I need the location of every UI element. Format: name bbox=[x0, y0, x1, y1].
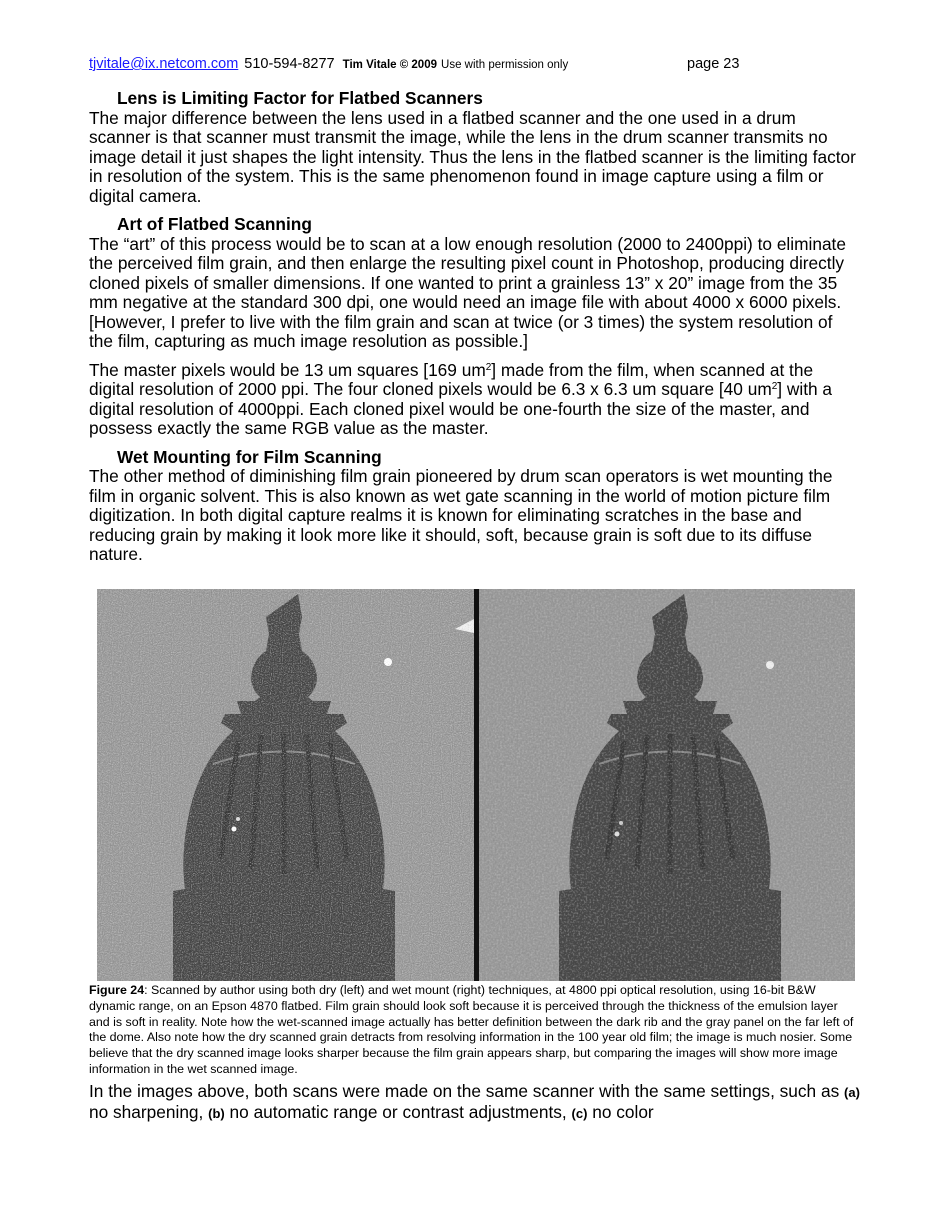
paragraph: The other method of diminishing film grain pioneered by drum scan operators is wet mounting the film in organic solvent. This is also known as wet gate scanning in the world of motion picture film digitization. In both digital capture realms it is known for eliminating scratches in the base and reducing grain by making it look more like it should, soft, because grain is soft due to its diffuse nature. bbox=[89, 466, 833, 564]
permission-note: Use with permission only bbox=[441, 59, 569, 71]
paragraph: The “art” of this process would be to scan at a low enough resolution (2000 to 2400ppi) to eliminate the perceived film grain, and then enlarge the resulting pixel count in Photoshop, producing directly cloned pixels of smaller dimensions. If one wanted to print a grainless 13” x 20” image from the 35 mm negative at the standard 300 dpi, one would need an image file with about 4000 x 6000 pixels. [However, I prefer to live with the film grain and scan at twice (or 3 times) the system resolution of the film, capturing as much image resolution as possible.] bbox=[89, 233, 846, 351]
paragraph: The major difference between the lens used in a flatbed scanner and the one used in a drum scanner is that scanner must transmit the image, while the lens in the drum scanner transmits no image detail it just shapes the light intensity. Thus the lens in the flatbed scanner is the limiting factor in resolution of the system. This is the same phenomenon found in image capture using a film or digital camera. bbox=[89, 107, 856, 206]
figure-caption bbox=[89, 983, 861, 1078]
caption-text: : Scanned by author using both dry (left) and wet mount (right) techniques, at 4800 ppi optical resolution, using 16-bit B&W dynamic range, on an Epson 4870 flatbed. Film grain should look soft because it is perceived through the thickness of the emulsion layer and is soft in reality. Note how the wet-scanned image actually has better definition between the dark rib and the gray panel on the far left of the dome. Also note how the dry scanned grain detracts from resolving information in the 100 year old film; the image is much nosier. Some believe that the dry scanned image looks sharper because the film grain appears sharp, but comparing the images will show more image information in the wet scanned image. bbox=[89, 983, 854, 1076]
body-text bbox=[89, 89, 861, 565]
email-link[interactable]: tjvitale@ix.netcom.com bbox=[89, 56, 239, 72]
figure-label: Figure 24 bbox=[89, 983, 145, 997]
page-number: page 23 bbox=[687, 56, 740, 72]
section-heading: Art of Flatbed Scanning bbox=[117, 214, 312, 234]
closing-paragraph: In the images above, both scans were made on the same scanner with the same settings, such as (a) no sharpening, (b) no automatic range or contrast adjustments, (c) no color bbox=[89, 1081, 860, 1122]
page-header bbox=[89, 56, 740, 72]
copyright: Tim Vitale © 2009 bbox=[342, 59, 437, 71]
paragraph-master-pixels: The master pixels would be 13 um squares [169 $um^2$] made from the film, when scanned at the digital resolution of 2000 ppi. The four cloned pixels would be 6.3 x 6.3 um square [40 $um^2$] with a digital resolution of 4000ppi. Each cloned pixel would be one-fourth the size of the master, and possess exactly the same RGB value as the master. bbox=[89, 359, 833, 438]
phone-number: 510-594-8277 bbox=[244, 56, 335, 72]
image-divider bbox=[474, 589, 479, 981]
dry-scan-image bbox=[97, 589, 474, 981]
section-heading: Wet Mounting for Film Scanning bbox=[117, 446, 382, 467]
section-heading: Lens is Limiting Factor for Flatbed Scanners bbox=[117, 88, 483, 108]
wet-scan-image bbox=[479, 589, 855, 981]
figure-24-image bbox=[97, 589, 855, 981]
